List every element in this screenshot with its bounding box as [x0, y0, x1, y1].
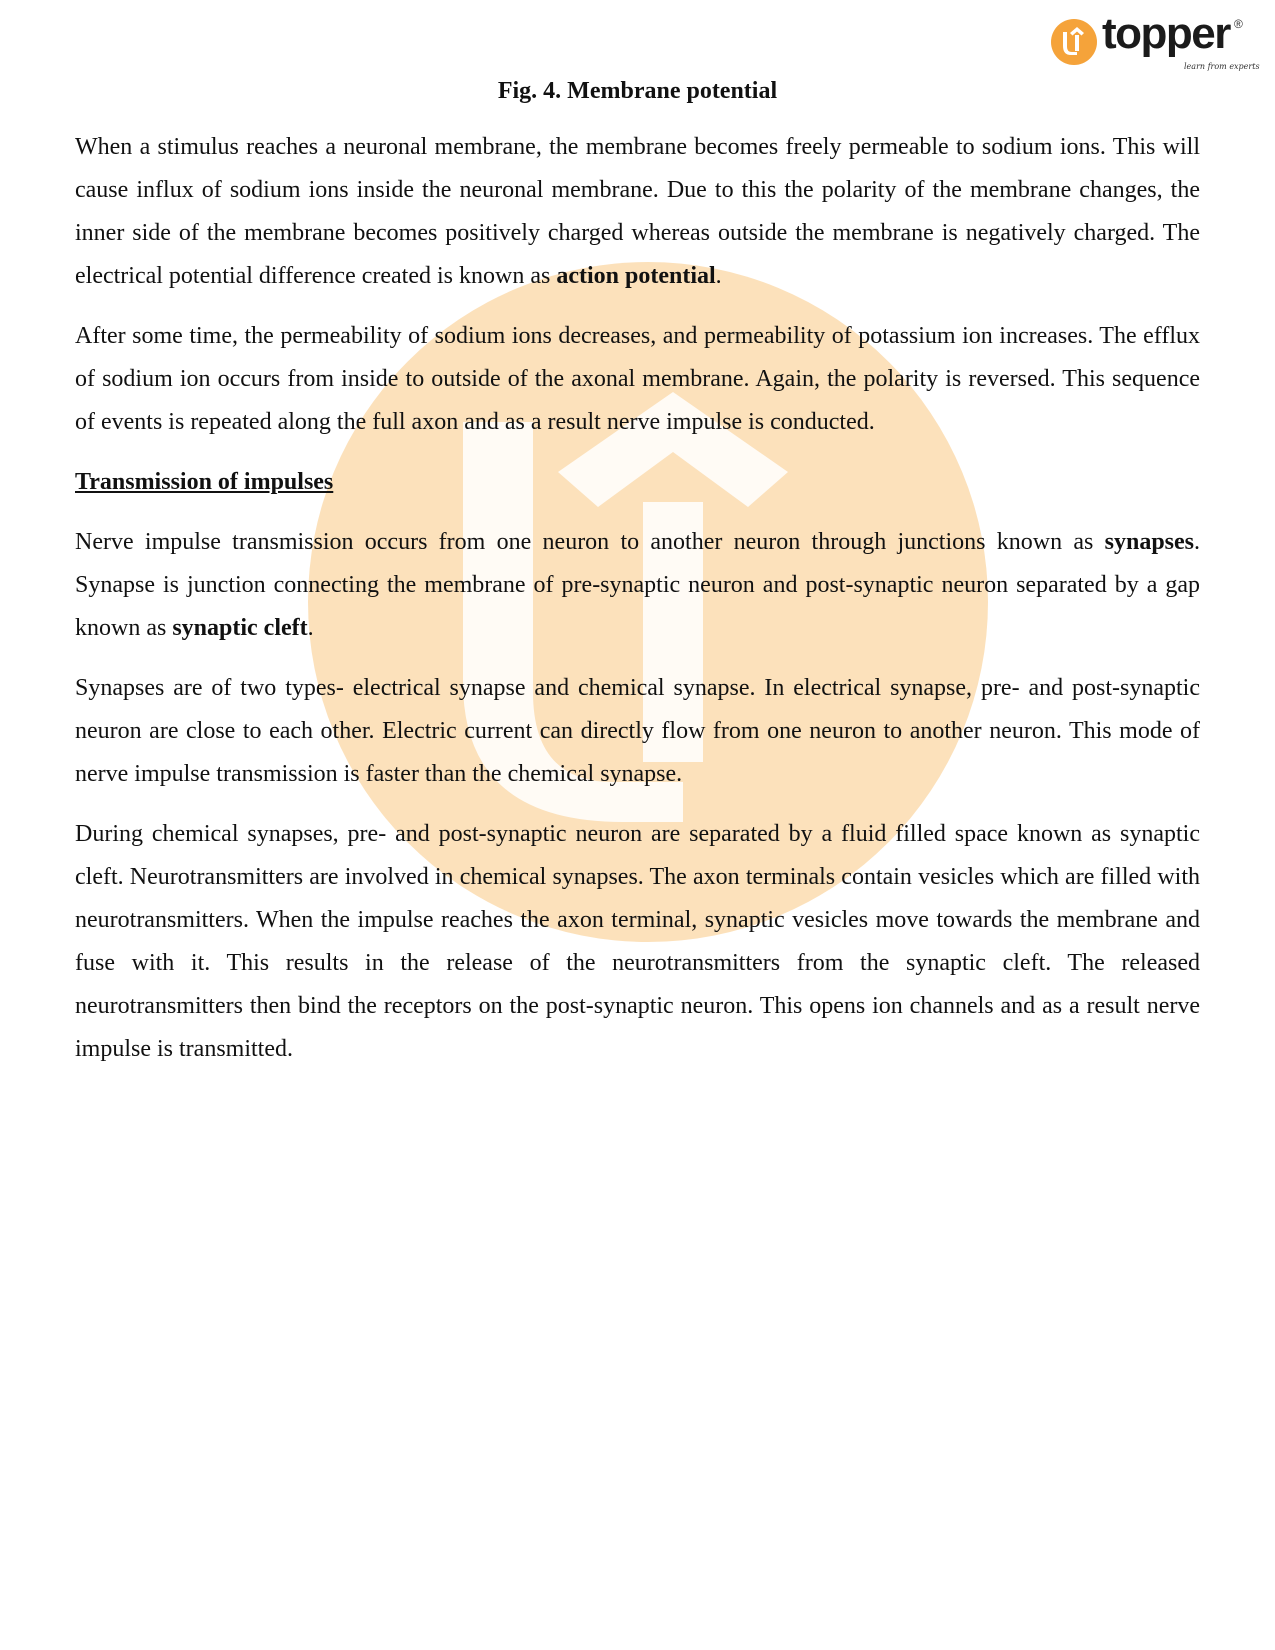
- paragraph-text: When a stimulus reaches a neuronal membrane, the membrane becomes freely permeable to sodium ions. This will cause influx of sodium ions inside the neuronal membrane. Due to this the polarity of the membrane changes, the inner side of the membrane becomes positively charged whereas outside the membrane is negatively charged. The electrical potential difference created is known as: [75, 134, 1200, 289]
- paragraph-action-potential: [75, 126, 1200, 298]
- paragraph-text: Nerve impulse transmission occurs from one neuron to another neuron through junctions known as: [75, 529, 1105, 555]
- document-body: [75, 72, 1200, 1088]
- paragraph-text: . Synapse is junction connecting the membrane of pre-synaptic neuron and post-synaptic neuron separated by a gap known as: [75, 529, 1200, 641]
- paragraph-end: .: [307, 615, 314, 641]
- paragraph-end: .: [715, 263, 722, 289]
- paragraph-text: After some time, the permeability of sodium ions decreases, and permeability of potassium ion increases. The efflux of sodium ion occurs from inside to outside of the axonal membrane. Again, the polarity is reversed. This sequence of events is repeated along the full axon and as a result nerve impulse is conducted.: [75, 323, 1200, 435]
- section-heading: Transmission of impulses: [75, 469, 334, 495]
- key-term-synapses: synapses: [1104, 529, 1194, 555]
- figure-caption: Fig. 4. Membrane potential: [497, 78, 778, 104]
- paragraph-synapse: [75, 521, 1200, 650]
- logo-wordmark: topper: [1102, 9, 1230, 58]
- paragraph-repolarization: [75, 315, 1200, 444]
- paragraph-text: During chemical synapses, pre- and post-synaptic neuron are separated by a fluid filled space known as synaptic cleft. Neurotransmitters are involved in chemical synapses. The axon terminals contain vesicles which are filled with neurotransmitters. When the impulse reaches the axon terminal, synaptic vesicles move towards the membrane and fuse with it. This results in the release of the neurotransmitters from the synaptic cleft. The released neurotransmitters then bind the receptors on the post-synaptic neuron. This opens ion channels and as a result nerve impulse is transmitted.: [75, 821, 1200, 1062]
- paragraph-text: Synapses are of two types- electrical synapse and chemical synapse. In electrical synapse, pre- and post-synaptic neuron are close to each other. Electric current can directly flow from one neuron to another neuron. This mode of nerve impulse transmission is faster than the chemical synapse.: [75, 675, 1200, 787]
- paragraph-chemical-synapse: [75, 813, 1200, 1071]
- topper-logo: [1050, 9, 1260, 76]
- logo-tagline: learn from experts: [1184, 62, 1260, 71]
- key-term-synaptic-cleft: synaptic cleft: [172, 615, 308, 641]
- key-term-action-potential: action potential: [556, 263, 716, 289]
- topper-u-arrow-icon: [1050, 18, 1098, 66]
- paragraph-synapse-types: [75, 667, 1200, 796]
- registered-mark: ®: [1234, 17, 1243, 31]
